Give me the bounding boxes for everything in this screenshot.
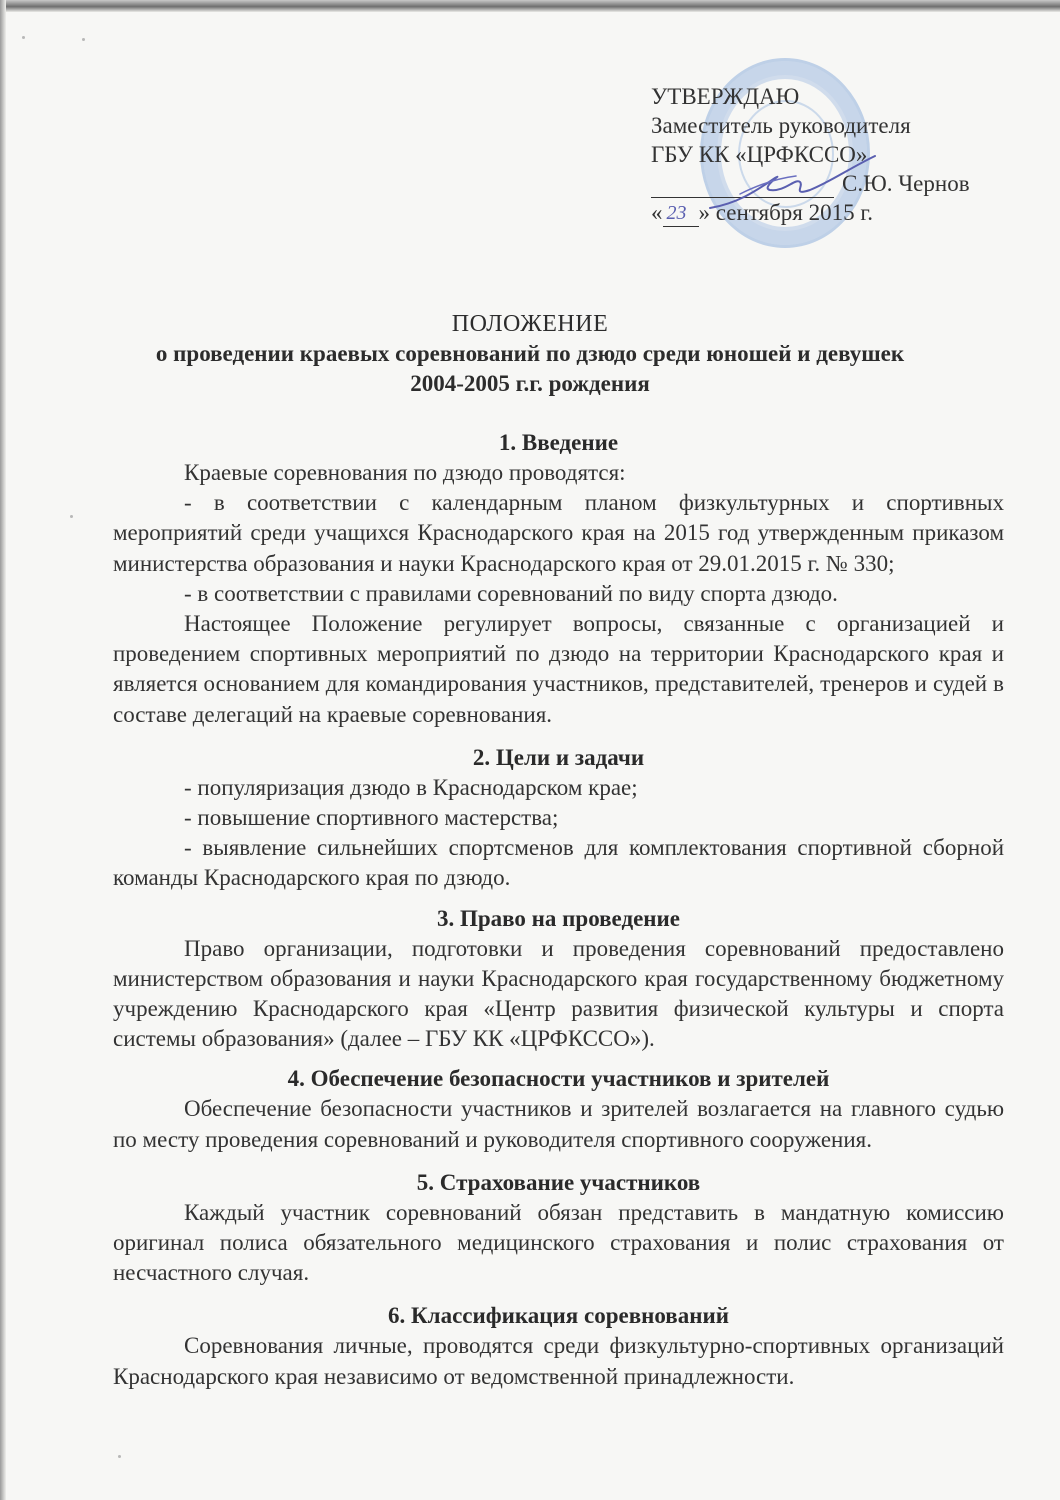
paragraph: Право организации, подготовки и проведения соревнований предоставлено министерством образования и науки Краснодарского края государственному бюджетному учреждению Краснодарского края «Центр развития физической культуры и спорта системы образования» (далее – ГБУ КК «ЦРФКССО»). xyxy=(113,935,1004,1052)
document-subtitle-years: 2004-2005 г.г. рождения xyxy=(410,371,650,396)
date-rest: » сентября 2015 г. xyxy=(698,200,873,225)
scan-speck xyxy=(22,36,25,39)
approved-label: УТВЕРЖДАЮ xyxy=(651,84,800,109)
section-heading: 5. Страхование участников xyxy=(416,1169,701,1195)
date-day-handwritten: 23 xyxy=(666,202,687,224)
list-item: - повышение спортивного мастерства; xyxy=(184,805,559,831)
scan-edge-left xyxy=(0,0,6,1500)
section-heading: 3. Право на проведение xyxy=(436,905,681,931)
section-heading: 1. Введение xyxy=(498,430,619,455)
paragraph: Обеспечение безопасности участников и зрителей возлагается на главного судью по месту проведения соревнований и руководителя спортивного сооружения. xyxy=(113,1096,1004,1152)
paragraph: Каждый участник соревнований обязан представить в мандатную комиссию оригинал полиса обязательного медицинского страхования и полис страхования от несчастного случая. xyxy=(113,1199,1004,1286)
section-right-to-conduct xyxy=(113,904,1004,1055)
list-item: - популяризация дзюдо в Краснодарском крае; xyxy=(184,774,638,800)
signature-line xyxy=(651,169,1031,198)
section-classification xyxy=(113,1301,1004,1391)
section-heading: 6. Классификация соревнований xyxy=(387,1303,729,1329)
date-day-blank xyxy=(663,202,699,227)
section-heading: 2. Цели и задачи xyxy=(472,744,645,770)
paragraph: Краевые соревнования по дзюдо проводятся: xyxy=(184,460,626,485)
paragraph: - в соответствии с правилами соревнований по виду спорта дзюдо. xyxy=(184,580,838,606)
date-open-quote: « xyxy=(651,200,663,225)
approver-organization: ГБУ КК «ЦРФКССО» xyxy=(651,142,868,167)
approver-position: Заместитель руководителя xyxy=(651,113,911,138)
document-title: ПОЛОЖЕНИЕ xyxy=(451,311,609,337)
paragraph: Настоящее Положение регулирует вопросы, связанные с организацией и проведением спортивных мероприятий по дзюдо на территории Краснодарского края и является основанием для командирования участников, представителей, тренеров и судей в составе делегаций на краевые соревнования. xyxy=(113,611,1004,727)
approval-date xyxy=(651,198,1031,227)
document-body xyxy=(113,428,1004,1392)
scan-speck xyxy=(118,1455,121,1458)
approval-block xyxy=(651,82,1031,227)
section-safety xyxy=(113,1064,1004,1154)
scan-speck xyxy=(82,38,85,41)
section-heading: 4. Обеспечение безопасности участников и зрителей xyxy=(287,1066,830,1092)
scan-edge-top xyxy=(0,0,1060,12)
scan-speck xyxy=(70,515,73,518)
document-subtitle: о проведении краевых соревнований по дзюдо среди юношей и девушек xyxy=(155,341,905,366)
section-introduction xyxy=(113,428,1004,730)
signer-name: С.Ю. Чернов xyxy=(842,171,970,196)
paragraph: - в соответствии с календарным планом физкультурных и спортивных мероприятий среди учащихся Краснодарского края на 2015 год утвержденным приказом министерства образования и науки Краснодарского края от 29.01.2015 г. № 330; xyxy=(113,490,1004,576)
paragraph: Соревнования личные, проводятся среди физкультурно-спортивных организаций Краснодарского края независимо от ведомственной принадлежности. xyxy=(113,1333,1004,1389)
section-insurance xyxy=(113,1168,1004,1289)
signature-blank xyxy=(651,176,834,198)
list-item: - выявление сильнейших спортсменов для комплектования спортивной сборной команды Краснодарского края по дзюдо. xyxy=(113,835,1004,891)
section-goals xyxy=(113,743,1004,894)
